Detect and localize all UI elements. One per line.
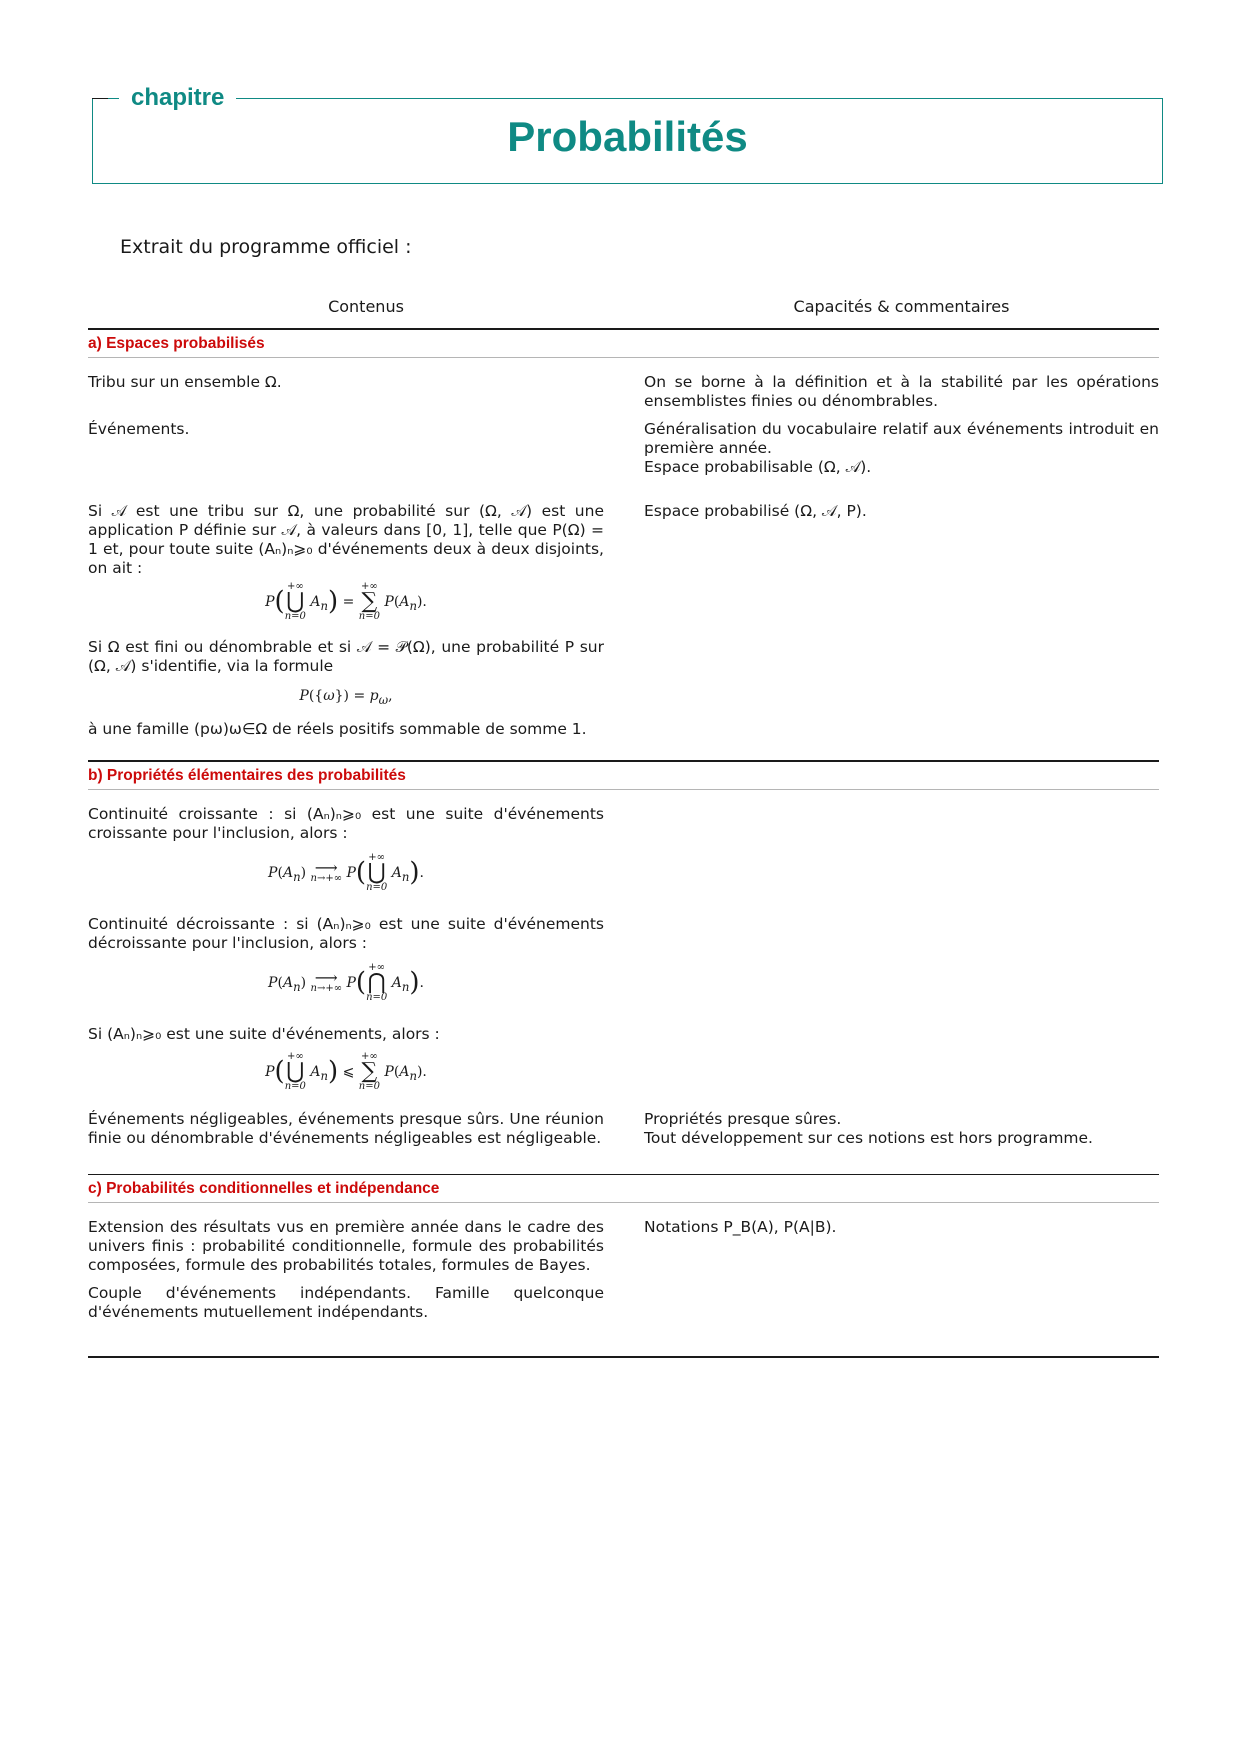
header-capacites: Capacités & commentaires bbox=[793, 297, 1010, 316]
section-subrule bbox=[88, 357, 1159, 358]
cell-text: Généralisation du vocabulaire relatif aux événements introduit en première année. bbox=[644, 419, 1159, 457]
cell-text: Propriétés presque sûres. bbox=[644, 1109, 842, 1128]
cell-text: Si (Aₙ)ₙ⩾₀ est une suite d'événements, alors : bbox=[88, 1024, 440, 1043]
table-row bbox=[88, 805, 1159, 893]
table-row bbox=[88, 502, 1159, 622]
cell-text: Si 𝒜 est une tribu sur Ω, une probabilité sur (Ω, 𝒜) est une application P définie sur 𝒜, à valeurs dans [0, 1], telle que P(Ω) = 1 et, pour toute suite (Aₙ)ₙ⩾₀ d'événements deux à deux disjoints, on ait : bbox=[88, 501, 604, 577]
table-row bbox=[88, 373, 1159, 411]
cell-text: Continuité croissante : si (Aₙ)ₙ⩾₀ est une suite d'événements croissante pour l'inclusion, alors : bbox=[88, 804, 604, 842]
formula-decreasing-continuity: $P(A_n)$ ⟶ n→+∞ P( +∞ ⋂ n=0 $A_n$). bbox=[268, 961, 424, 1003]
cell-text: Espace probabilisable (Ω, 𝒜). bbox=[644, 457, 872, 476]
section-title-c: c) Probabilités conditionnelles et indépendance bbox=[88, 1180, 440, 1198]
content-cell bbox=[88, 373, 604, 411]
comment-cell bbox=[644, 502, 1159, 622]
comment-cell bbox=[644, 373, 1159, 411]
table-row bbox=[88, 638, 1159, 740]
program-table bbox=[88, 285, 1159, 1358]
table-row bbox=[88, 1284, 1159, 1322]
table-row bbox=[88, 1218, 1159, 1275]
content-cell bbox=[88, 1218, 604, 1275]
chapter-title: Probabilités bbox=[507, 113, 748, 160]
cell-text: Tribu sur un ensemble Ω. bbox=[88, 372, 282, 391]
section-subrule bbox=[88, 1202, 1159, 1203]
section-title-b: b) Propriétés élémentaires des probabilités bbox=[88, 766, 406, 784]
cell-text: Événements. bbox=[88, 419, 190, 438]
comment-cell bbox=[644, 1218, 1159, 1275]
content-cell bbox=[88, 915, 604, 1003]
formula-sigma-additivity: P( +∞ ⋃ n=0 $A_n$) = +∞ ∑ n=0 $P(A_n)$. bbox=[265, 580, 427, 622]
cell-text: Espace probabilisé (Ω, 𝒜, P). bbox=[644, 501, 867, 520]
content-cell bbox=[88, 1284, 604, 1322]
cell-text: Notations P_B(A), P(A|B). bbox=[644, 1218, 837, 1237]
chapter-label: chapitre bbox=[119, 85, 236, 111]
table-header bbox=[88, 285, 1159, 328]
cell-text: Couple d'événements indépendants. Famille quelconque d'événements mutuellement indépendants. bbox=[88, 1284, 604, 1322]
cell-text: Tout développement sur ces notions est hors programme. bbox=[644, 1128, 1093, 1147]
cell-text: Événements négligeables, événements presque sûrs. Une réunion finie ou dénombrable d'événements négligeables est négligeable. bbox=[88, 1109, 604, 1147]
chapter-header bbox=[92, 84, 1163, 184]
cell-text: On se borne à la définition et à la stabilité par les opérations ensemblistes finies ou dénombrables. bbox=[644, 372, 1159, 410]
cell-text: Si Ω est fini ou dénombrable et si 𝒜 = 𝒫(Ω), une probabilité P sur (Ω, 𝒜) s'identifie, via la formule bbox=[88, 637, 604, 675]
table-bottom-rule bbox=[88, 1356, 1159, 1358]
cell-text: Extension des résultats vus en première année dans le cadre des univers finis : probabilité conditionnelle, formule des probabilités composées, formule des probabilités totales, formules de Bayes. bbox=[88, 1218, 604, 1275]
content-cell bbox=[88, 420, 604, 477]
content-cell bbox=[88, 502, 604, 622]
section-subrule bbox=[88, 789, 1159, 790]
content-cell bbox=[88, 1110, 604, 1148]
content-cell bbox=[88, 638, 604, 740]
intro-text: Extrait du programme officiel : bbox=[120, 236, 412, 258]
border-cap bbox=[92, 98, 108, 100]
table-row bbox=[88, 420, 1159, 477]
section-title-a: a) Espaces probabilisés bbox=[88, 334, 265, 352]
table-row bbox=[88, 1025, 1159, 1092]
formula-increasing-continuity: $P(A_n)$ ⟶ n→+∞ P( +∞ ⋃ n=0 $A_n$). bbox=[268, 851, 424, 893]
content-cell bbox=[88, 805, 604, 893]
comment-cell bbox=[644, 420, 1159, 477]
cell-text: à une famille (pω)ω∈Ω de réels positifs sommable de somme 1. bbox=[88, 720, 587, 739]
table-row bbox=[88, 915, 1159, 1003]
formula-point-mass: $P(\{\omega\}) = p_\omega$, bbox=[299, 687, 393, 707]
cell-text: Continuité décroissante : si (Aₙ)ₙ⩾₀ est une suite d'événements décroissante pour l'inclusion, alors : bbox=[88, 914, 604, 952]
comment-cell bbox=[644, 1110, 1159, 1148]
formula-subadditivity: P( +∞ ⋃ n=0 $A_n$) ⩽ +∞ ∑ n=0 $P(A_n)$. bbox=[265, 1050, 427, 1092]
content-cell bbox=[88, 1025, 604, 1092]
header-contenus: Contenus bbox=[328, 297, 404, 316]
table-row bbox=[88, 1110, 1159, 1148]
